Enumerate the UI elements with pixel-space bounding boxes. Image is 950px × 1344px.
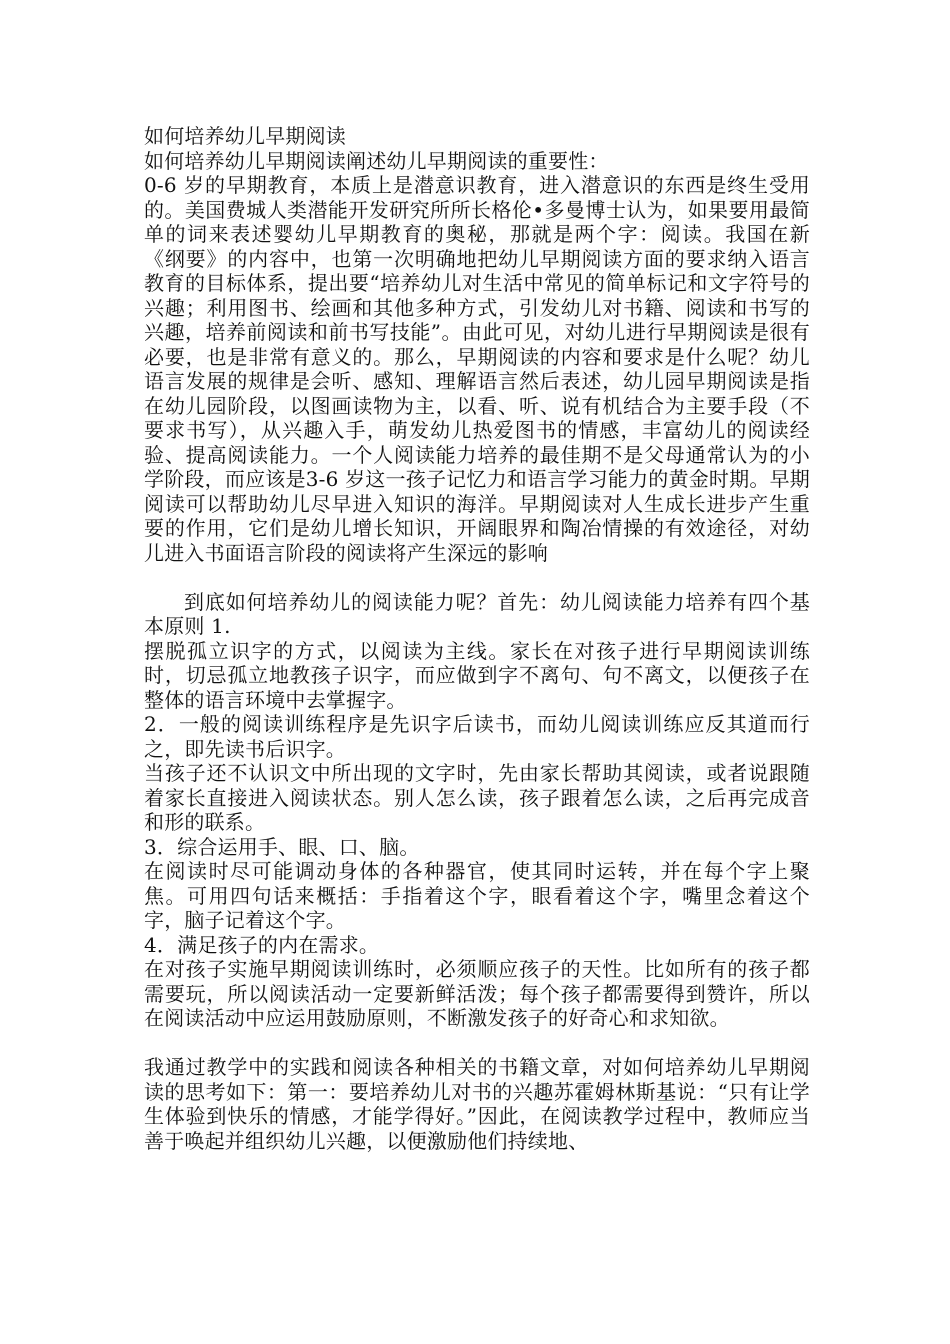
document-subtitle: 如何培养幼儿早期阅读阐述幼儿早期阅读的重要性： (144, 148, 609, 173)
paragraph-spacer (144, 565, 810, 590)
principle-4-heading: 4．满足孩子的内在需求。 (144, 932, 380, 957)
principle-3-heading: 3．综合运用手、眼、口、脑。 (144, 834, 420, 859)
principle-3-body: 在阅读时尽可能调动身体的各种器官，使其同时运转，并在每个字上聚焦。可用四句话来概括：手指着这个字，眼看着这个字，嘴里念着这个字，脑子记着这个字。 (144, 859, 810, 932)
reflection-paragraph: 我通过教学中的实践和阅读各种相关的书籍文章，对如何培养幼儿早期阅读的思考如下：第一：要培养幼儿对书的兴趣苏霍姆林斯基说：“只有让学生体验到快乐的情感，才能学得好。”因此，在阅读教学过程中，教师应当善于唤起并组织幼儿兴趣，以便激励他们持续地、 (144, 1055, 810, 1153)
intro-paragraph: 0-6 岁的早期教育，本质上是潜意识教育，进入潜意识的东西是终生受用的。美国费城人类潜能开发研究所所长格伦•多曼博士认为，如果要用最简单的词来表述婴幼儿早期教育的奥秘，那就是两个字：阅读。我国在新《纲要》的内容中，也第一次明确地把幼儿早期阅读方面的要求纳入语言教育的目标体系，提出要“培养幼儿对生活中常见的简单标记和文字符号的兴趣；利用图书、绘画和其他多种方式，引发幼儿对书籍、阅读和书写的兴趣，培养前阅读和前书写技能”。由此可见，对幼儿进行早期阅读是很有必要，也是非常有意义的。那么，早期阅读的内容和要求是什么呢？幼儿语言发展的规律是会听、感知、理解语言然后表述，幼儿园早期阅读是指在幼儿园阶段，以图画读物为主，以看、听、说有机结合为主要手段（不要求书写），从兴趣入手，萌发幼儿热爱图书的情感，丰富幼儿的阅读经验、提高阅读能力。一个人阅读能力培养的最佳期不是父母通常认为的小学阶段，而应该是3-6 岁这一孩子记忆力和语言学习能力的黄金时期。早期阅读可以帮助幼儿尽早进入知识的海洋。早期阅读对人生成长进步产生重要的作用，它们是幼儿增长知识，开阔眼界和陶冶情操的有效途径，对幼儿进入书面语言阶段的阅读将产生深远的影响 (144, 173, 810, 565)
principle-2-heading: 2．一般的阅读训练程序是先识字后读书，而幼儿阅读训练应反其道而行之，即先读书后识字。 (144, 712, 810, 761)
principle-1-body: 摆脱孤立识字的方式，以阅读为主线。家长在对孩子进行早期阅读训练时，切忌孤立地教孩子识字，而应做到字不离句、句不离文，以便孩子在整体的语言环境中去掌握字。 (144, 638, 810, 712)
principle-4-body: 在对孩子实施早期阅读训练时，必须顺应孩子的天性。比如所有的孩子都需要玩，所以阅读活动一定要新鲜活泼；每个孩子都需要得到赞许，所以在阅读活动中应运用鼓励原则，不断激发孩子的好奇心和求知欲。 (144, 957, 810, 1030)
document-title: 如何培养幼儿早期阅读 (144, 124, 346, 148)
principle-2-body: 当孩子还不认识文中所出现的文字时，先由家长帮助其阅读，或者说跟随着家长直接进入阅读状态。别人怎么读，孩子跟着怎么读，之后再完成音和形的联系。 (144, 761, 810, 834)
principles-intro: 到底如何培养幼儿的阅读能力呢？首先：幼儿阅读能力培养有四个基本原则 1. (144, 589, 810, 638)
document-page (144, 124, 810, 1153)
paragraph-spacer (144, 1031, 810, 1056)
